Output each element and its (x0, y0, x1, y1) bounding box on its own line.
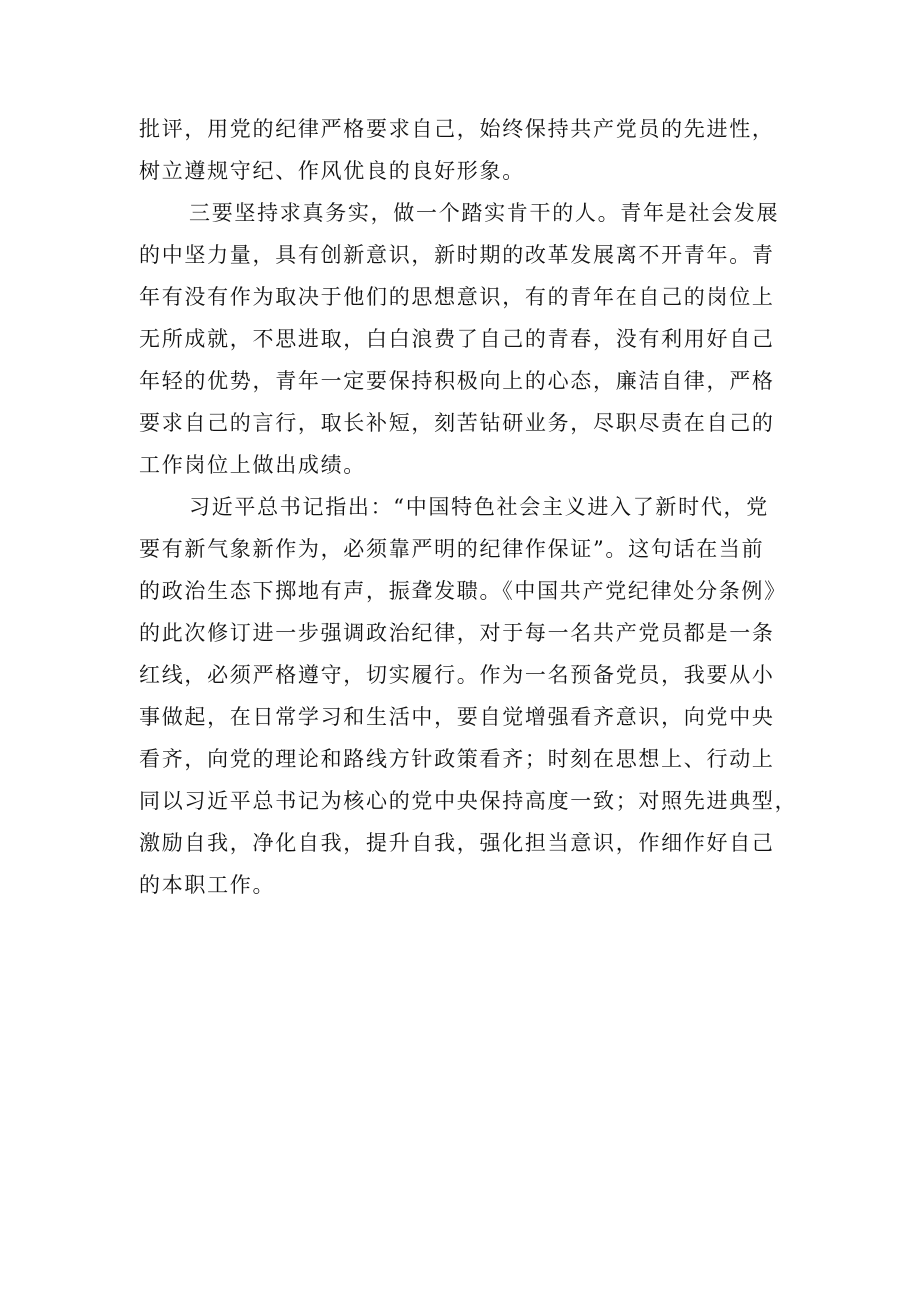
document-body (139, 108, 798, 906)
text-line: 事做起，在日常学习和生活中，要自觉增强看齐意识，向党中央 (139, 705, 775, 729)
text-line: 树立遵规守纪、作风优良的良好形象。 (139, 159, 525, 183)
text-line: 年轻的优势，青年一定要保持积极向上的心态，廉洁自律，严格 (139, 369, 775, 393)
text-line: 无所成就，不思进取，白白浪费了自己的青春，没有利用好自己 (139, 327, 775, 351)
text-line: 年有没有作为取决于他们的思想意识，有的青年在自己的岗位上 (139, 285, 775, 309)
text-line: 工作岗位上做出成绩。 (139, 453, 366, 477)
text-line: 要求自己的言行，取长补短，刻苦钻研业务，尽职尽责在自己的 (139, 411, 775, 435)
text-line: 要有新气象新作为，必须靠严明的纪律作保证”。这句话在当前 (139, 537, 765, 561)
text-line: 看齐，向党的理论和路线方针政策看齐；时刻在思想上、行动上 (139, 747, 775, 771)
text-line: 红线，必须严格遵守，切实履行。作为一名预备党员，我要从小 (139, 663, 775, 687)
text-line: 的中坚力量，具有创新意识，新时期的改革发展离不开青年。青 (139, 243, 775, 267)
text-line: 的此次修订进一步强调政治纪律，对于每一名共产党员都是一条 (139, 621, 775, 645)
text-line: 的本职工作。 (139, 873, 276, 897)
text-line: 的政治生态下掷地有声，振聋发聩。《中国共产党纪律处分条例》 (139, 579, 787, 603)
text-line: 批评，用党的纪律严格要求自己，始终保持共产党员的先进性， (139, 117, 775, 141)
text-line: 激励自我，净化自我，提升自我，强化担当意识，作细作好自己 (139, 831, 775, 855)
text-line: 同以习近平总书记为核心的党中央保持高度一致；对照先进典型， (139, 789, 798, 813)
paragraph-first-line: 习近平总书记指出：“中国特色社会主义进入了新时代，党 (189, 495, 769, 519)
paragraph-first-line: 三要坚持求真务实，做一个踏实肯干的人。青年是社会发展 (189, 201, 780, 225)
